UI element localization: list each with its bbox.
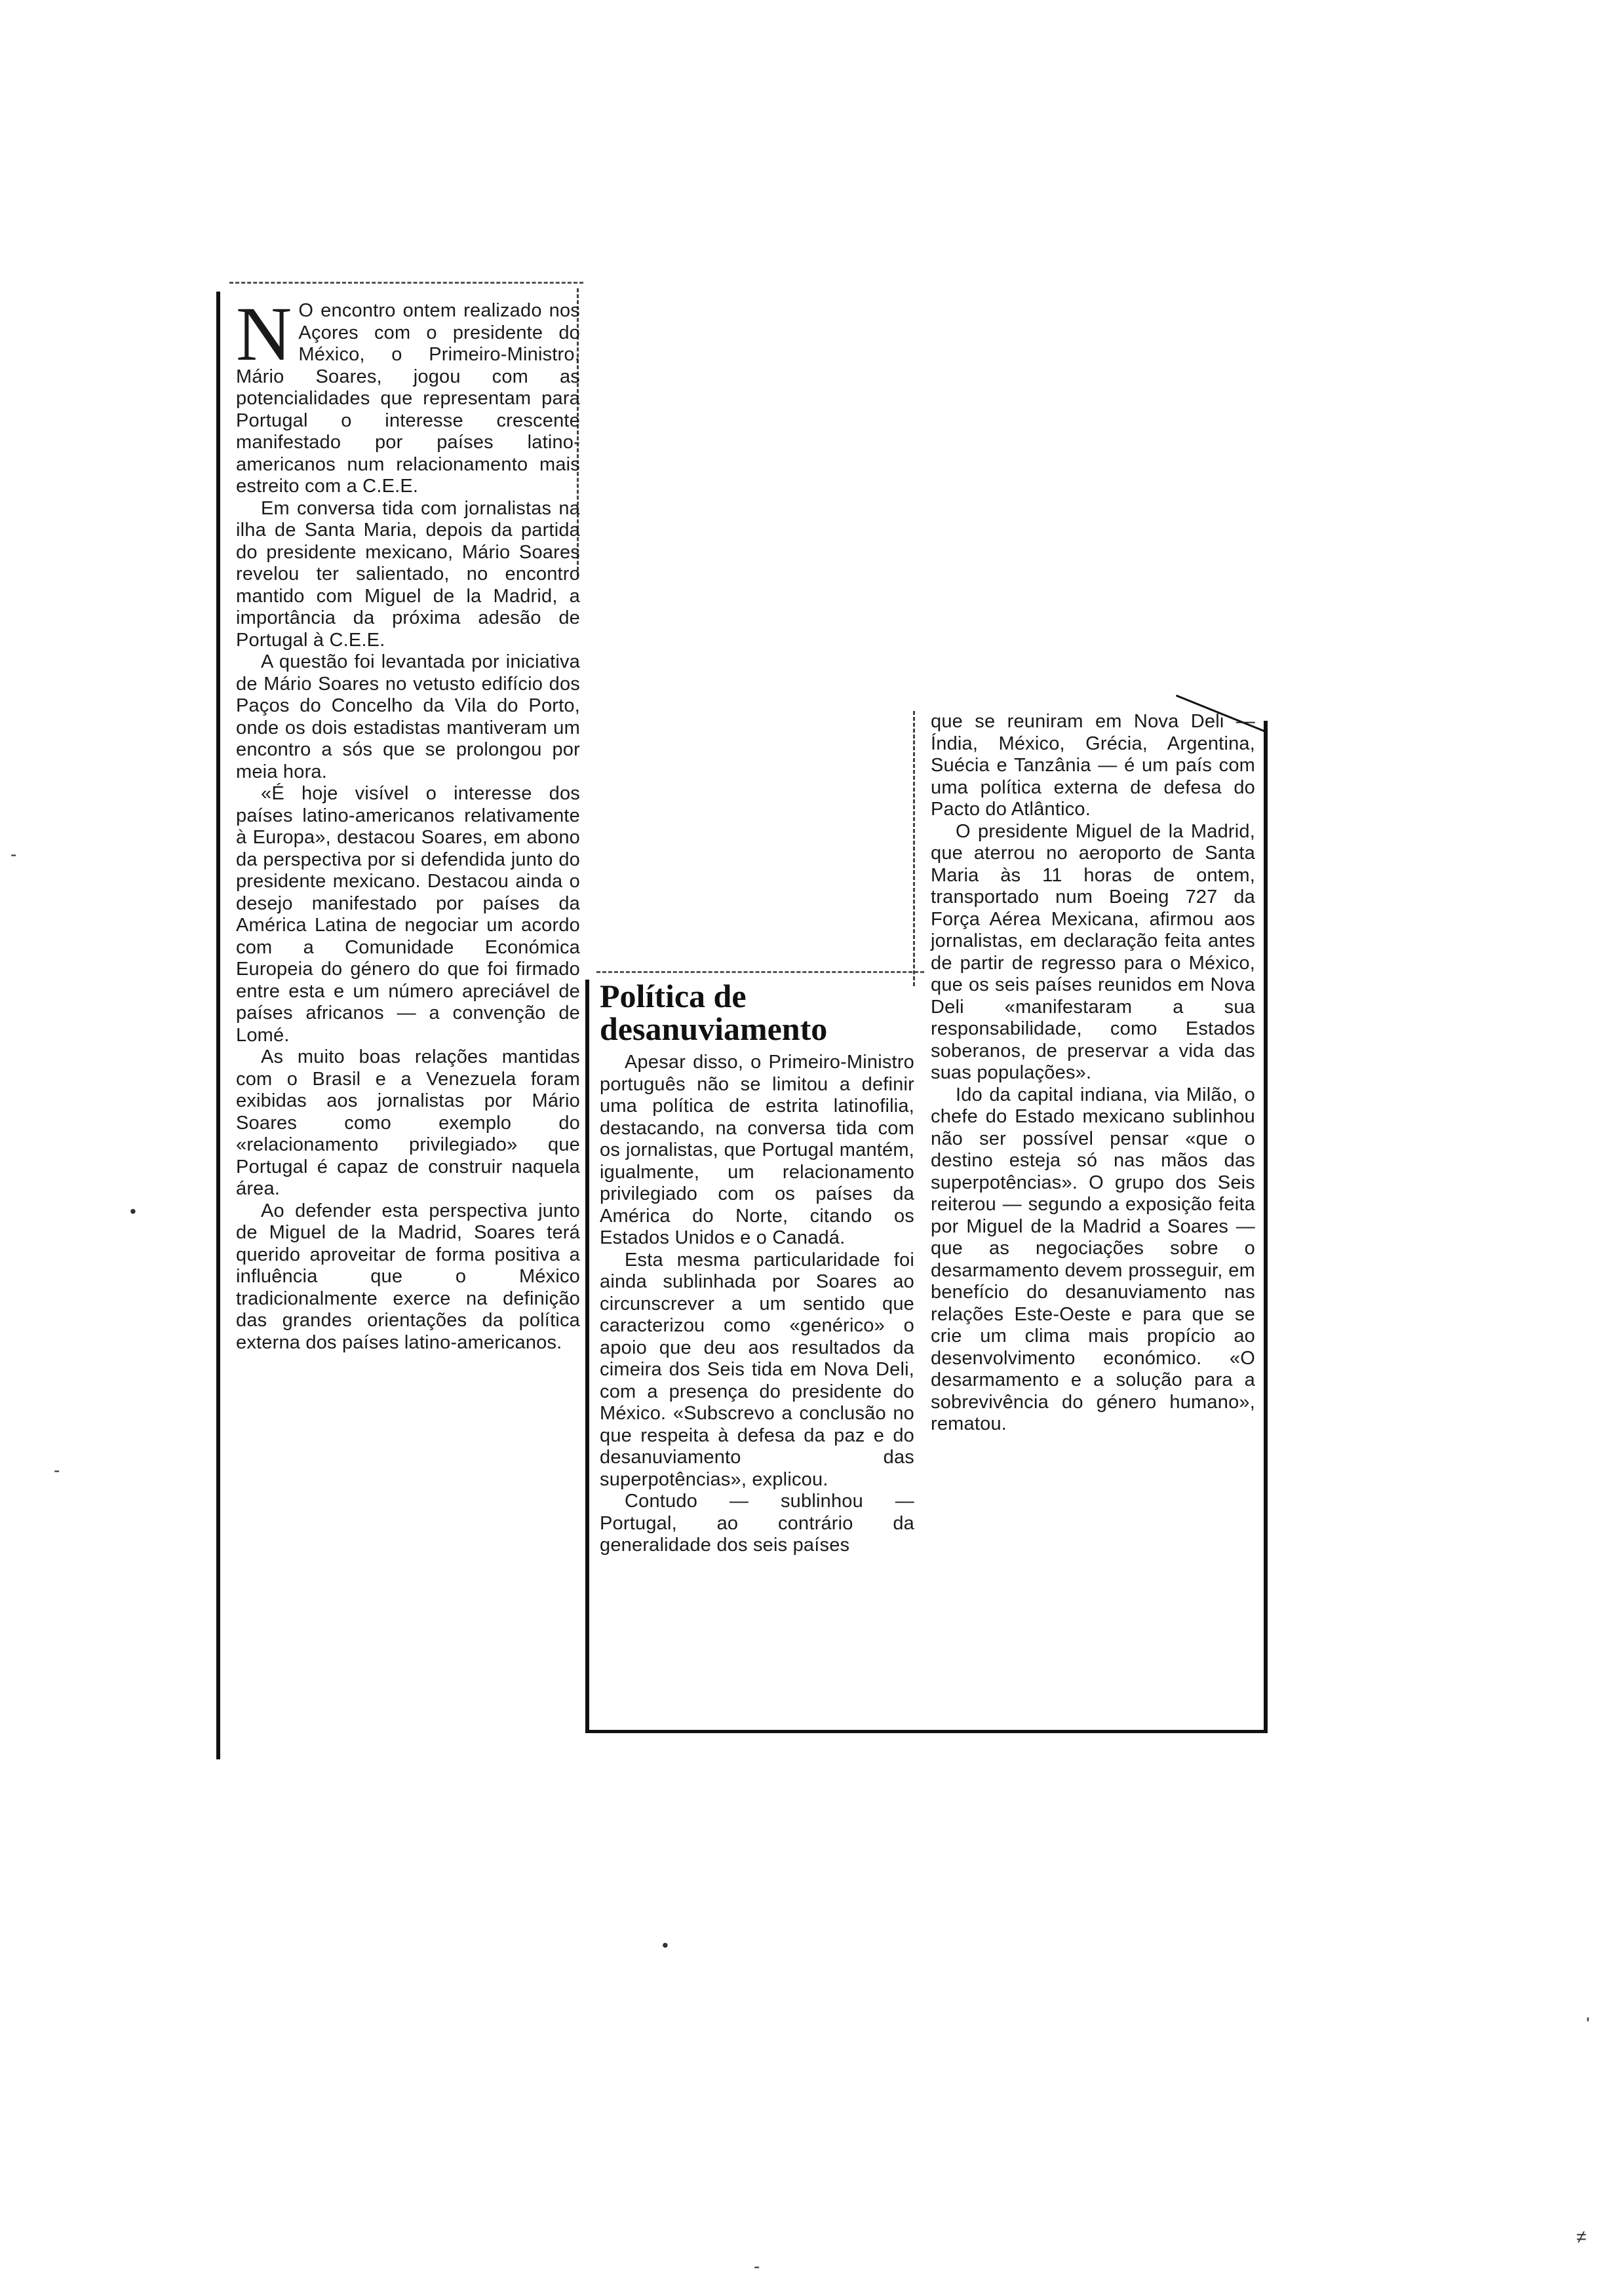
scan-speck: • [130,1201,136,1221]
col1-paragraph-3: A questão foi levantada por iniciativa de Mário Soares no vetusto edifício dos Paços do Concelho da Vila do Porto, onde os dois estadistas mantiveram um encontro a sós que se prolongou por meia hora. [236,651,580,782]
col2-top-dotted-rule [596,971,924,973]
scan-speck: - [10,844,17,864]
clipping-bottom-rule [585,1730,1267,1733]
col3-paragraph-2: O presidente Miguel de la Madrid, que aterrou no aeroporto de Santa Maria às 11 horas de ontem, transportado num Boeing 727 da Força Aérea Mexicana, afirmou aos jornalistas, em declaração feita antes de partir de regresso para o México, que os seis países reunidos em Nova Deli «manifestaram a sua responsabilidade, como Estados soberanos, de preservar a vida das suas populações». [931,820,1255,1083]
col1-paragraph-1: O encontro ontem realizado nos Açores com o presidente do México, o Primeiro-Ministro, Mário Soares, jogou com as potencialidades que representam para Portugal o interesse crescente manifestado por países latino-americanos num relacionamento mais estreito com a C.E.E. [236,300,580,497]
col1-paragraph-2: Em conversa tida com jornalistas na ilha de Santa Maria, depois da partida do presidente mexicano, Mário Soares revelou ter salientado, no encontro mantido com Miguel de la Madrid, a importância da próxima adesão de Portugal à C.E.E. [236,497,580,651]
scan-speck: • [662,1935,669,1955]
subheading: Política de desanuviamento [600,978,828,1047]
col3-paragraph-1: que se reuniram em Nova Deli — Índia, México, Grécia, Argentina, Suécia e Tanzânia — é um país com uma política externa de defesa do Pacto do Atlântico. [931,711,1255,820]
drop-cap: N [236,291,292,377]
col3-left-dashed-rule [913,711,915,986]
col1-paragraph-5: As muito boas relações mantidas com o Brasil e a Venezuela foram exibidas aos jornalistas por Mário Soares como exemplo do «relacionamento privilegiado» que Portugal é capaz de construir naquela área. [236,1046,580,1199]
col1-top-dotted-rule [229,282,583,284]
col3-paragraph-3: Ido da capital indiana, via Milão, o chefe do Estado mexicano sublinhou não ser possível pensar «que o destino esteja só nas mãos das superpotências». O grupo dos Seis reiterou — segundo a exposição feita por Miguel de la Madrid a Soares — que as negociações sobre o desarmamento devem prosseguir, em benefício do desanuviamento nas relações Este-Oeste e para que se crie um clima mais propício ao desenvolvimento económico. «O desarmamento e a solução para a sobrevivência do género humano», rematou. [931,1084,1255,1434]
article-column-2 [600,1052,914,1557]
clipping-right-rule [1264,721,1268,1733]
article-column-1 [236,291,580,1354]
left-margin-rule [216,292,220,1759]
col2-left-rule [585,980,589,1733]
article-column-3 [931,711,1255,1436]
scan-speck: - [54,1460,60,1480]
col2-paragraph-2: Esta mesma particularidade foi ainda sublinhada por Soares ao circunscrever a um sentido que caracterizou como «genérico» o apoio que deu aos resultados da cimeira dos Seis tida em Nova Deli, com a presença do presidente do México. «Subscrevo a conclusão no que respeita à defesa da paz e do desanuviamento das superpotências», explicou. [600,1249,914,1490]
scan-speck: - [754,2256,760,2276]
scan-speck: ' [1586,2014,1590,2034]
col1-paragraph-4: «É hoje visível o interesse dos países latino-americanos relativamente à Europa», destacou Soares, em abono da perspectiva por si defendida junto do presidente mexicano. Destacou ainda o desejo manifestado por países da América Latina de negociar um acordo com a Comunidade Económica Europeia do género do que foi firmado entre esta e um número apreciável de países africanos — a convenção de Lomé. [236,783,580,1046]
col1-paragraph-6: Ao defender esta perspectiva junto de Miguel de la Madrid, Soares terá querido aproveitar de forma positiva a influência que o México tradicionalmente exerce na definição das grandes orientações da política externa dos países latino-americanos. [236,1200,580,1353]
col2-paragraph-1: Apesar disso, o Primeiro-Ministro português não se limitou a definir uma política de estrita latinofilia, destacando, na conversa tida com os jornalistas, que Portugal mantém, igualmente, um relacionamento privilegiado com os países da América do Norte, citando os Estados Unidos e o Canadá. [600,1052,914,1248]
scan-speck: ≠ [1576,2227,1587,2247]
col2-paragraph-3: Contudo — sublinhou — Portugal, ao contrário da generalidade dos seis países [600,1491,914,1556]
